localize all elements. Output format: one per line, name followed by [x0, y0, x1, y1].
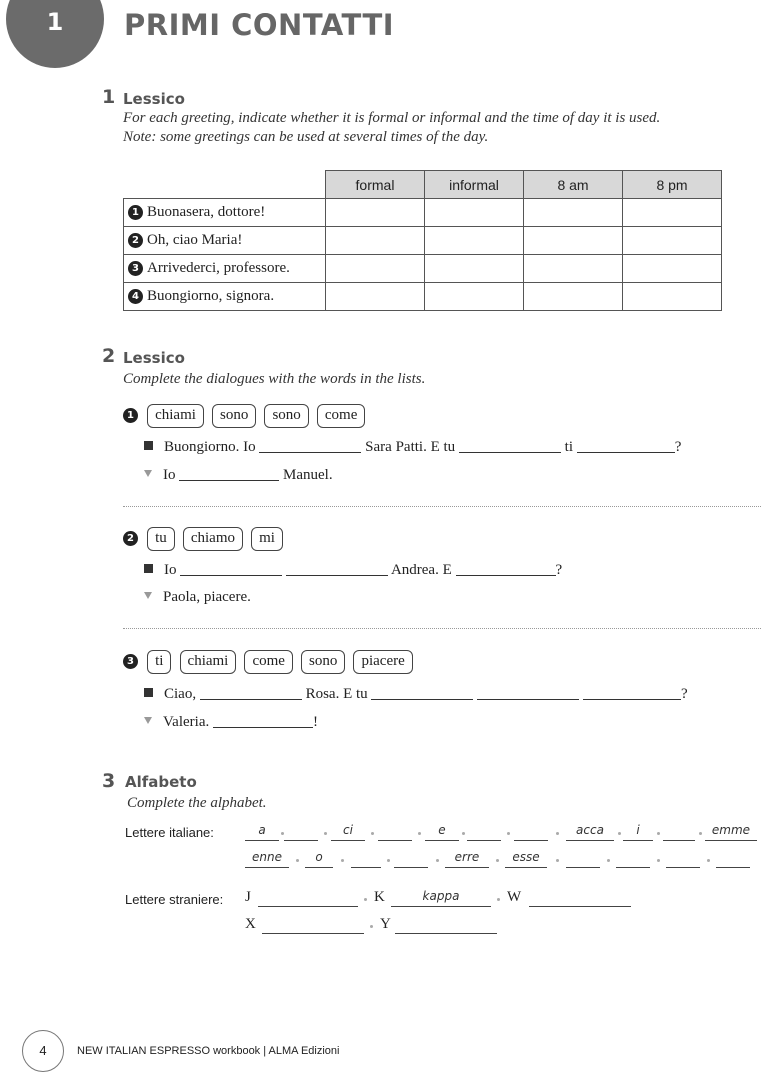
- blank-field[interactable]: [716, 849, 750, 868]
- divider: [123, 506, 761, 507]
- table-row: [124, 255, 722, 283]
- blank-field[interactable]: [616, 849, 650, 868]
- separator-dot: [496, 859, 499, 862]
- cell-checkbox[interactable]: [326, 255, 425, 283]
- number-badge: 1: [128, 205, 143, 220]
- cell-checkbox[interactable]: [326, 283, 425, 311]
- column-header-8am: 8 am: [524, 171, 623, 199]
- letter-j: J: [245, 889, 251, 905]
- exercise-1-note: Note: some greetings can be used at several times of the day.: [123, 129, 489, 145]
- word-list-2: [123, 527, 286, 551]
- exercise-3-instruction: Complete the alphabet.: [127, 795, 267, 811]
- separator-dot: [497, 898, 500, 901]
- word-chip: chiami: [180, 650, 237, 674]
- blank-field[interactable]: [529, 888, 631, 907]
- letter-answer[interactable]: e: [425, 822, 459, 841]
- cell-checkbox[interactable]: [524, 227, 623, 255]
- speaker-b-triangle-icon: [144, 470, 152, 477]
- foreign-letters-label: Lettere straniere:: [125, 892, 224, 907]
- blank-field[interactable]: [456, 561, 556, 576]
- dialogue-line: Io Andrea. E ?: [144, 561, 562, 579]
- separator-dot: [341, 859, 344, 862]
- exercise-1-instruction: For each greeting, indicate whether it is formal or informal and the time of day it is used.: [123, 110, 661, 126]
- separator-dot: [657, 859, 660, 862]
- letter-answer[interactable]: erre: [445, 849, 489, 868]
- cell-checkbox[interactable]: [623, 255, 722, 283]
- blank-field[interactable]: [663, 822, 695, 841]
- dialogue-line: Paola, piacere.: [144, 589, 251, 606]
- cell-checkbox[interactable]: [326, 199, 425, 227]
- exercise-2-number: 2: [102, 345, 116, 367]
- cell-checkbox[interactable]: [524, 255, 623, 283]
- answer-kappa[interactable]: kappa: [391, 888, 491, 907]
- dialogue-line: Buongiorno. Io Sara Patti. E tu ti ?: [144, 438, 681, 456]
- word-chip: sono: [264, 404, 308, 428]
- column-header-informal: informal: [425, 171, 524, 199]
- blank-field[interactable]: [378, 822, 412, 841]
- letter-answer[interactable]: ci: [331, 822, 365, 841]
- blank-field[interactable]: [286, 561, 388, 576]
- unit-number: 1: [46, 8, 64, 36]
- separator-dot: [699, 832, 702, 835]
- table-row: [124, 227, 722, 255]
- blank-field[interactable]: [258, 888, 358, 907]
- separator-dot: [371, 832, 374, 835]
- separator-dot: [324, 832, 327, 835]
- exercise-2-instruction: Complete the dialogues with the words in the lists.: [123, 371, 426, 387]
- dialogue-line: Valeria. !: [144, 713, 318, 731]
- separator-dot: [387, 859, 390, 862]
- blank-field[interactable]: [179, 466, 279, 481]
- cell-checkbox[interactable]: [425, 283, 524, 311]
- separator-dot: [462, 832, 465, 835]
- letter-answer[interactable]: acca: [566, 822, 614, 841]
- blank-field[interactable]: [213, 713, 313, 728]
- word-chip: mi: [251, 527, 283, 551]
- speaker-a-square-icon: [144, 688, 153, 697]
- blank-field[interactable]: [514, 822, 548, 841]
- separator-dot: [657, 832, 660, 835]
- blank-field[interactable]: [467, 822, 501, 841]
- word-chip: chiamo: [183, 527, 243, 551]
- blank-field[interactable]: [459, 438, 561, 453]
- divider: [123, 628, 761, 629]
- blank-field[interactable]: [583, 685, 681, 700]
- unit-title: PRIMI CONTATTI: [124, 8, 395, 42]
- letter-answer[interactable]: i: [623, 822, 653, 841]
- separator-dot: [370, 925, 373, 928]
- exercise-3-number: 3: [102, 770, 116, 792]
- letter-y: Y: [380, 916, 391, 932]
- number-badge: 3: [123, 654, 138, 669]
- exercise-3-title: Alfabeto: [125, 773, 197, 791]
- word-chip: ti: [147, 650, 171, 674]
- separator-dot: [436, 859, 439, 862]
- number-badge: 1: [123, 408, 138, 423]
- word-list-3: [123, 650, 416, 674]
- blank-field[interactable]: [666, 849, 700, 868]
- greeting-text: Buonasera, dottore!: [147, 204, 266, 220]
- word-list-1: [123, 404, 368, 428]
- exercise-1-number: 1: [102, 86, 116, 108]
- separator-dot: [507, 832, 510, 835]
- word-chip: come: [317, 404, 365, 428]
- word-chip: piacere: [353, 650, 412, 674]
- blank-field[interactable]: [371, 685, 473, 700]
- cell-checkbox[interactable]: [623, 283, 722, 311]
- column-header-formal: formal: [326, 171, 425, 199]
- number-badge: 3: [128, 261, 143, 276]
- letter-answer[interactable]: emme: [705, 822, 757, 841]
- separator-dot: [364, 898, 367, 901]
- word-chip: tu: [147, 527, 175, 551]
- letter-w: W: [507, 889, 522, 905]
- blank-field[interactable]: [262, 915, 364, 934]
- separator-dot: [618, 832, 621, 835]
- separator-dot: [296, 859, 299, 862]
- separator-dot: [607, 859, 610, 862]
- cell-checkbox[interactable]: [623, 199, 722, 227]
- cell-checkbox[interactable]: [425, 255, 524, 283]
- exercise-1-title: Lessico: [123, 90, 185, 108]
- number-badge: 4: [128, 289, 143, 304]
- exercise-2-title: Lessico: [123, 349, 185, 367]
- blank-field[interactable]: [477, 685, 579, 700]
- dialogue-line: Io Manuel.: [144, 466, 333, 484]
- letter-answer[interactable]: enne: [245, 849, 289, 868]
- word-chip: sono: [212, 404, 256, 428]
- separator-dot: [418, 832, 421, 835]
- cell-checkbox[interactable]: [524, 199, 623, 227]
- speaker-a-square-icon: [144, 564, 153, 573]
- word-chip: chiami: [147, 404, 204, 428]
- separator-dot: [556, 859, 559, 862]
- page-number: 4: [22, 1030, 64, 1072]
- dialogue-line: Ciao, Rosa. E tu ?: [144, 685, 688, 703]
- cell-checkbox[interactable]: [524, 283, 623, 311]
- blank-field[interactable]: [577, 438, 675, 453]
- cell-checkbox[interactable]: [425, 199, 524, 227]
- letter-answer[interactable]: o: [305, 849, 333, 868]
- blank-field[interactable]: [566, 849, 600, 868]
- greeting-text: Buongiorno, signora.: [147, 288, 275, 304]
- blank-field[interactable]: [351, 849, 381, 868]
- blank-field[interactable]: [180, 561, 282, 576]
- cell-checkbox[interactable]: [425, 227, 524, 255]
- blank-field[interactable]: [284, 822, 318, 841]
- footer-text: NEW ITALIAN ESPRESSO workbook | ALMA Edizioni: [77, 1045, 340, 1057]
- greetings-table: [123, 170, 722, 311]
- blank-field[interactable]: [200, 685, 302, 700]
- speaker-b-triangle-icon: [144, 717, 152, 724]
- number-badge: 2: [128, 233, 143, 248]
- letter-k: K: [374, 889, 385, 905]
- speaker-b-triangle-icon: [144, 592, 152, 599]
- letter-answer[interactable]: esse: [505, 849, 547, 868]
- word-chip: come: [244, 650, 292, 674]
- cell-checkbox[interactable]: [623, 227, 722, 255]
- number-badge: 2: [123, 531, 138, 546]
- blank-field[interactable]: [394, 849, 428, 868]
- greeting-text: Oh, ciao Maria!: [147, 232, 243, 248]
- letter-answer[interactable]: a: [245, 822, 279, 841]
- italian-letters-label: Lettere italiane:: [125, 825, 214, 840]
- separator-dot: [556, 832, 559, 835]
- table-row: [124, 283, 722, 311]
- blank-field[interactable]: [259, 438, 361, 453]
- separator-dot: [707, 859, 710, 862]
- blank-field[interactable]: [395, 915, 497, 934]
- letter-x: X: [245, 916, 256, 932]
- table-row: [124, 199, 722, 227]
- speaker-a-square-icon: [144, 441, 153, 450]
- cell-checkbox[interactable]: [326, 227, 425, 255]
- column-header-8pm: 8 pm: [623, 171, 722, 199]
- word-chip: sono: [301, 650, 345, 674]
- greeting-text: Arrivederci, professore.: [147, 260, 290, 276]
